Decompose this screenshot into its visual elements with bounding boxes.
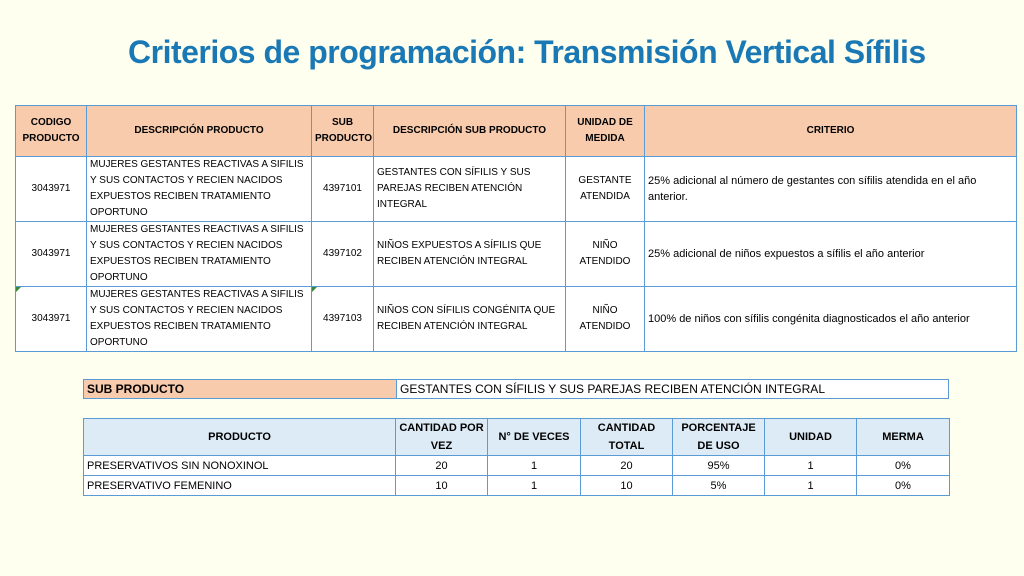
cell-sub-desc: GESTANTES CON SÍFILIS Y SUS PAREJAS RECIBEN ATENCIÓN INTEGRAL xyxy=(374,157,566,222)
sub-producto-bar xyxy=(83,379,949,399)
cell-unidad: 1 xyxy=(765,456,857,476)
cell-porcentaje: 5% xyxy=(673,476,765,496)
cell-descripcion: MUJERES GESTANTES REACTIVAS A SIFILIS Y SUS CONTACTOS Y RECIEN NACIDOS EXPUESTOS RECIBEN TRATAMIENTO OPORTUNO xyxy=(87,287,312,352)
cell-criterio: 25% adicional de niños expuestos a sífilis el año anterior xyxy=(645,222,1017,287)
header-producto: PRODUCTO xyxy=(84,419,396,456)
header-descripcion: DESCRIPCIÓN PRODUCTO xyxy=(87,106,312,157)
cell-sub: 4397103 xyxy=(312,287,374,352)
cell-codigo: 3043971 xyxy=(16,222,87,287)
table-row xyxy=(16,222,1017,287)
header-cantidad-total: CANTIDAD TOTAL xyxy=(581,419,673,456)
sub-producto-label: SUB PRODUCTO xyxy=(84,380,397,399)
cell-unidad: NIÑO ATENDIDO xyxy=(566,287,645,352)
cell-veces: 1 xyxy=(488,476,581,496)
cell-codigo: 3043971 xyxy=(16,287,87,352)
header-codigo: CODIGO PRODUCTO xyxy=(16,106,87,157)
cell-codigo: 3043971 xyxy=(16,157,87,222)
cell-porcentaje: 95% xyxy=(673,456,765,476)
sub-producto-value: GESTANTES CON SÍFILIS Y SUS PAREJAS RECIBEN ATENCIÓN INTEGRAL xyxy=(397,380,949,399)
cell-unidad: GESTANTE ATENDIDA xyxy=(566,157,645,222)
cell-unidad: 1 xyxy=(765,476,857,496)
product-header-row xyxy=(84,419,950,456)
cell-veces: 1 xyxy=(488,456,581,476)
header-sub-producto: SUB PRODUCTO xyxy=(312,106,374,157)
header-unidad: UNIDAD xyxy=(765,419,857,456)
table-row xyxy=(84,476,950,496)
cell-cantidad: 20 xyxy=(396,456,488,476)
cell-sub-desc: NIÑOS EXPUESTOS A SÍFILIS QUE RECIBEN ATENCIÓN INTEGRAL xyxy=(374,222,566,287)
cell-criterio: 100% de niños con sífilis congénita diagnosticados el año anterior xyxy=(645,287,1017,352)
cell-total: 20 xyxy=(581,456,673,476)
cell-descripcion: MUJERES GESTANTES REACTIVAS A SIFILIS Y SUS CONTACTOS Y RECIEN NACIDOS EXPUESTOS RECIBEN TRATAMIENTO OPORTUNO xyxy=(87,222,312,287)
page-title: Criterios de programación: Transmisión Vertical Sífilis xyxy=(128,34,926,70)
criteria-header-row xyxy=(16,106,1017,157)
cell-merma: 0% xyxy=(857,476,950,496)
header-unidad: UNIDAD DE MEDIDA xyxy=(566,106,645,157)
header-numero-veces: N° DE VECES xyxy=(488,419,581,456)
cell-producto: PRESERVATIVOS SIN NONOXINOL xyxy=(84,456,396,476)
header-sub-descripcion: DESCRIPCIÓN SUB PRODUCTO xyxy=(374,106,566,157)
product-table xyxy=(83,418,950,496)
cell-cantidad: 10 xyxy=(396,476,488,496)
cell-merma: 0% xyxy=(857,456,950,476)
cell-descripcion: MUJERES GESTANTES REACTIVAS A SIFILIS Y SUS CONTACTOS Y RECIEN NACIDOS EXPUESTOS RECIBEN TRATAMIENTO OPORTUNO xyxy=(87,157,312,222)
cell-unidad: NIÑO ATENDIDO xyxy=(566,222,645,287)
cell-sub: 4397101 xyxy=(312,157,374,222)
criteria-table xyxy=(15,105,1017,352)
cell-sub-desc: NIÑOS CON SÍFILIS CONGÉNITA QUE RECIBEN ATENCIÓN INTEGRAL xyxy=(374,287,566,352)
header-porcentaje-uso: PORCENTAJE DE USO xyxy=(673,419,765,456)
cell-sub: 4397102 xyxy=(312,222,374,287)
table-row xyxy=(84,456,950,476)
cell-criterio: 25% adicional al número de gestantes con sífilis atendida en el año anterior. xyxy=(645,157,1017,222)
header-cantidad-por-vez: CANTIDAD POR VEZ xyxy=(396,419,488,456)
cell-producto: PRESERVATIVO FEMENINO xyxy=(84,476,396,496)
table-row xyxy=(16,157,1017,222)
cell-total: 10 xyxy=(581,476,673,496)
header-merma: MERMA xyxy=(857,419,950,456)
table-row xyxy=(16,287,1017,352)
header-criterio: CRITERIO xyxy=(645,106,1017,157)
